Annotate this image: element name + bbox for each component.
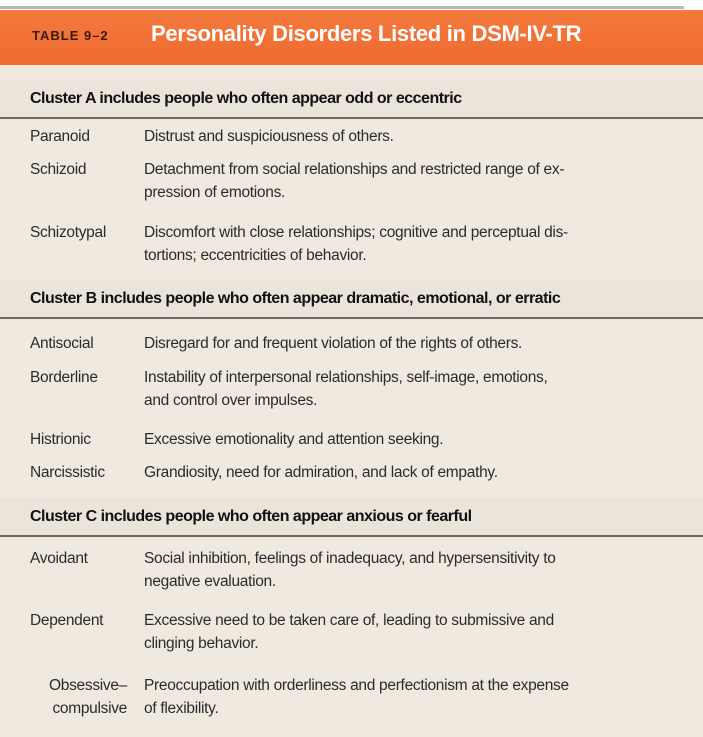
cluster-b-heading xyxy=(0,280,703,319)
row-description xyxy=(144,461,684,484)
top-rule-line xyxy=(0,6,684,9)
row-desc-line: Social inhibition, feelings of inadequacy, and hypersensitivity to xyxy=(144,550,556,567)
row-term xyxy=(28,674,127,720)
cluster-heading-text: Cluster A includes people who often appear odd or eccentric xyxy=(30,90,462,107)
row-desc-line: Discomfort with close relationships; cognitive and perceptual dis- xyxy=(144,224,568,241)
cluster-rule xyxy=(0,317,703,319)
cluster-heading-text: Cluster C includes people who often appear anxious or fearful xyxy=(30,508,472,525)
row-term: Dependent xyxy=(30,612,104,629)
row-term-line: compulsive xyxy=(52,700,127,717)
row-description xyxy=(144,221,684,267)
row-desc-line: Grandiosity, need for admiration, and lack of empathy. xyxy=(144,464,498,481)
row-description xyxy=(144,609,684,655)
cluster-c-heading xyxy=(0,498,703,537)
row-term: Schizoid xyxy=(30,161,87,178)
row-desc-line: tortions; eccentricities of behavior. xyxy=(144,247,367,264)
top-rule xyxy=(0,0,703,10)
row-term: Schizotypal xyxy=(30,224,106,241)
cluster-a-heading xyxy=(0,80,703,119)
row-term: Antisocial xyxy=(30,335,94,352)
row-term: Borderline xyxy=(30,369,98,386)
row-description xyxy=(144,428,684,451)
row-desc-line: Excessive need to be taken care of, leading to submissive and xyxy=(144,612,554,629)
row-desc-line: Instability of interpersonal relationships, self-image, emotions, xyxy=(144,369,548,386)
table-number-label: TABLE 9–2 xyxy=(32,28,109,43)
row-description xyxy=(144,674,684,720)
cluster-heading-text: Cluster B includes people who often appear dramatic, emotional, or erratic xyxy=(30,290,561,307)
row-desc-line: and control over impulses. xyxy=(144,392,318,409)
row-desc-line: Detachment from social relationships and restricted range of ex- xyxy=(144,161,565,178)
cluster-rule xyxy=(0,117,703,119)
row-description xyxy=(144,332,684,355)
row-term: Narcissistic xyxy=(30,464,105,481)
row-description xyxy=(144,366,684,412)
row-desc-line: Preoccupation with orderliness and perfectionism at the expense xyxy=(144,677,569,694)
cluster-rule xyxy=(0,535,703,537)
row-term: Histrionic xyxy=(30,431,91,448)
row-description xyxy=(144,158,684,204)
row-desc-line: Distrust and suspiciousness of others. xyxy=(144,128,394,145)
row-desc-line: Disregard for and frequent violation of the rights of others. xyxy=(144,335,523,352)
row-term: Avoidant xyxy=(30,550,88,567)
table-title: Personality Disorders Listed in DSM-IV-TR xyxy=(151,21,582,46)
row-desc-line: negative evaluation. xyxy=(144,573,276,590)
table-header xyxy=(0,10,703,65)
row-desc-line: pression of emotions. xyxy=(144,184,286,201)
row-term-line: Obsessive– xyxy=(49,677,127,694)
row-term: Paranoid xyxy=(30,128,90,145)
row-description xyxy=(144,547,684,593)
row-description xyxy=(144,125,684,148)
row-desc-line: of flexibility. xyxy=(144,700,219,717)
row-desc-line: clinging behavior. xyxy=(144,635,259,652)
row-desc-line: Excessive emotionality and attention seeking. xyxy=(144,431,444,448)
